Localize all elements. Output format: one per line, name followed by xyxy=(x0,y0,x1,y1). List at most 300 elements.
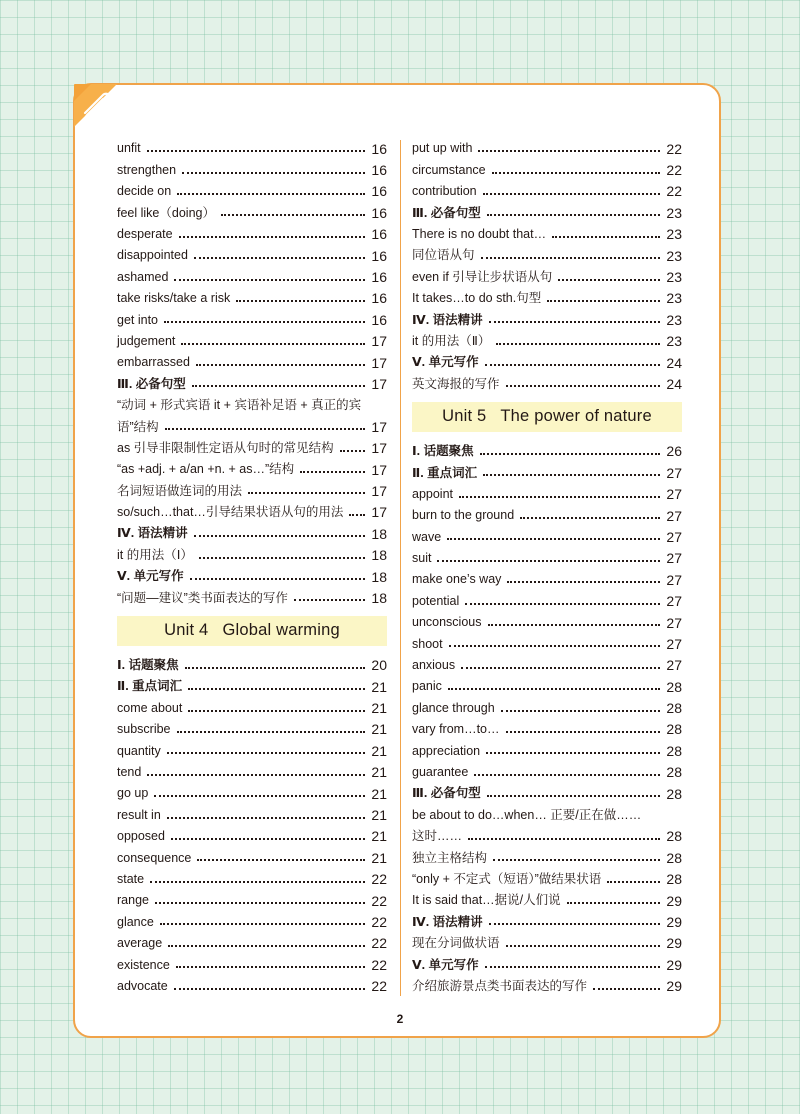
leader-dots xyxy=(150,880,365,883)
toc-entry-label: come about xyxy=(117,700,183,715)
toc-section-heading[interactable] xyxy=(117,373,387,394)
toc-entry-page: 27 xyxy=(666,571,682,588)
toc-entry[interactable] xyxy=(117,783,387,804)
toc-entry-label: It takes…to do sth.句型 xyxy=(412,291,542,306)
toc-entry-page: 28 xyxy=(666,828,682,845)
toc-entry-page: 18 xyxy=(371,525,387,542)
leader-dots xyxy=(506,944,660,947)
unit-title: Global warming xyxy=(222,621,340,640)
leader-dots xyxy=(194,534,365,537)
toc-entry[interactable] xyxy=(117,587,387,608)
toc-entry-label: go up xyxy=(117,786,149,801)
toc-entry[interactable] xyxy=(117,847,387,868)
toc-entry-label: subscribe xyxy=(117,722,171,737)
toc-entry-page: 28 xyxy=(666,785,682,802)
toc-entry-label: suit xyxy=(412,551,432,566)
toc-entry-page: 29 xyxy=(666,956,682,973)
toc-entry-label: 英文海报的写作 xyxy=(412,376,500,391)
leader-dots xyxy=(485,965,660,968)
toc-entry[interactable] xyxy=(412,224,682,245)
toc-entry-label: 名词短语做连词的用法 xyxy=(117,483,243,498)
toc-section-heading[interactable] xyxy=(117,566,387,587)
leader-dots xyxy=(487,794,660,797)
toc-entry-page: 24 xyxy=(666,375,682,392)
leader-dots xyxy=(192,384,365,387)
leader-dots xyxy=(155,901,365,904)
toc-entry-label: panic xyxy=(412,679,442,694)
toc-entry-page: 16 xyxy=(371,269,387,286)
toc-entry-label: Ⅴ. 单元写作 xyxy=(412,355,479,370)
leader-dots xyxy=(188,687,365,690)
toc-entry-page: 21 xyxy=(371,785,387,802)
toc-entry-page: 16 xyxy=(371,183,387,200)
leader-dots xyxy=(165,427,365,430)
toc-entry-page: 27 xyxy=(666,528,682,545)
toc-entry-label: glance xyxy=(117,914,154,929)
toc-entry-label: take risks/take a risk xyxy=(117,291,231,306)
leader-dots xyxy=(174,987,365,990)
toc-entry-page: 16 xyxy=(371,204,387,221)
toc-entry-page: 21 xyxy=(371,828,387,845)
toc-entry-page: 17 xyxy=(371,375,387,392)
toc-entry[interactable] xyxy=(117,719,387,740)
leader-dots xyxy=(486,751,660,754)
toc-entry-page: 16 xyxy=(371,140,387,157)
toc-entry-label: embarrassed xyxy=(117,355,190,370)
toc-entry[interactable] xyxy=(117,762,387,783)
toc-entry-label: circumstance xyxy=(412,162,486,177)
leader-dots xyxy=(182,171,365,174)
toc-entry-label: feel like（doing） xyxy=(117,205,215,220)
toc-entry-page: 24 xyxy=(666,354,682,371)
leader-dots xyxy=(506,384,660,387)
toc-entry-page: 22 xyxy=(371,892,387,909)
leader-dots xyxy=(177,192,365,195)
toc-right-column xyxy=(412,138,682,997)
toc-entry-page: 18 xyxy=(371,589,387,606)
leader-dots xyxy=(164,320,365,323)
toc-entry-page: 29 xyxy=(666,978,682,995)
leader-dots xyxy=(340,449,365,452)
toc-entry-label: “动词 + 形式宾语 it + 宾语补足语 + 真正的宾 xyxy=(117,398,362,413)
toc-entry[interactable] xyxy=(412,590,682,611)
leader-dots xyxy=(489,922,660,925)
toc-entry-page: 27 xyxy=(666,614,682,631)
toc-entry-label: 介绍旅游景点类书面表达的写作 xyxy=(412,978,588,993)
leader-dots xyxy=(248,491,365,494)
toc-entry-page: 29 xyxy=(666,913,682,930)
toc-entry-label: quantity xyxy=(117,743,161,758)
toc-entry-page: 17 xyxy=(371,354,387,371)
toc-entry-label: consequence xyxy=(117,850,192,865)
toc-entry-label: shoot xyxy=(412,636,443,651)
toc-long-entry[interactable] xyxy=(412,804,682,847)
leader-dots xyxy=(461,666,660,669)
toc-entry-page: 17 xyxy=(371,440,387,457)
toc-entry-page: 21 xyxy=(371,764,387,781)
toc-entry-label: contribution xyxy=(412,184,477,199)
leader-dots xyxy=(487,213,660,216)
toc-entry-page: 28 xyxy=(666,742,682,759)
leader-dots xyxy=(147,149,365,152)
leader-dots xyxy=(196,363,365,366)
toc-entry[interactable] xyxy=(117,869,387,890)
toc-entry[interactable] xyxy=(412,869,682,890)
toc-entry-label: 独立主格结构 xyxy=(412,850,488,865)
toc-entry-page: 17 xyxy=(371,482,387,499)
toc-entry-page: 16 xyxy=(371,162,387,179)
leader-dots xyxy=(154,794,365,797)
leader-dots xyxy=(483,192,660,195)
toc-entry-page: 27 xyxy=(666,550,682,567)
toc-section-heading[interactable] xyxy=(117,655,387,676)
toc-entry[interactable] xyxy=(117,309,387,330)
toc-entry-label: be about to do…when… 正要/正在做…… xyxy=(412,807,642,822)
toc-entry-label: appreciation xyxy=(412,743,481,758)
leader-dots xyxy=(465,602,660,605)
toc-entry[interactable] xyxy=(412,288,682,309)
toc-entry[interactable] xyxy=(117,890,387,911)
toc-entry-label: opposed xyxy=(117,829,165,844)
toc-entry[interactable] xyxy=(412,138,682,159)
toc-entry-label: average xyxy=(117,936,163,951)
toc-section-heading[interactable] xyxy=(412,911,682,932)
toc-entry-label: ashamed xyxy=(117,269,169,284)
leader-dots xyxy=(496,342,660,345)
leader-dots xyxy=(236,299,365,302)
toc-entry[interactable] xyxy=(117,502,387,523)
leader-dots xyxy=(501,709,660,712)
toc-entry-page: 21 xyxy=(371,721,387,738)
paperclip-icon xyxy=(73,83,135,145)
toc-entry-page: 23 xyxy=(666,311,682,328)
toc-entry-page: 23 xyxy=(666,204,682,221)
toc-entry[interactable] xyxy=(412,331,682,352)
toc-entry-page: 23 xyxy=(666,290,682,307)
toc-entry-label: Ⅳ. 语法精讲 xyxy=(117,526,188,541)
toc-section-heading[interactable] xyxy=(412,202,682,223)
leader-dots xyxy=(558,278,660,281)
toc-entry[interactable] xyxy=(412,159,682,180)
toc-entry[interactable] xyxy=(117,933,387,954)
toc-entry-label: decide on xyxy=(117,184,172,199)
toc-entry[interactable] xyxy=(117,911,387,932)
toc-entry[interactable] xyxy=(412,762,682,783)
toc-entry-label: state xyxy=(117,871,145,886)
toc-entry-label: make one’s way xyxy=(412,572,502,587)
toc-entry-page: 27 xyxy=(666,507,682,524)
toc-entry-label: Ⅱ. 重点词汇 xyxy=(412,465,478,480)
toc-entry-page: 21 xyxy=(371,849,387,866)
toc-entry-label: Ⅴ. 单元写作 xyxy=(117,569,184,584)
toc-entry[interactable] xyxy=(117,954,387,975)
leader-dots xyxy=(167,751,365,754)
leader-dots xyxy=(547,299,660,302)
toc-entry-label: 语”结构 xyxy=(117,419,159,434)
toc-entry-page: 27 xyxy=(666,464,682,481)
toc-section-heading[interactable] xyxy=(412,954,682,975)
toc-section-heading[interactable] xyxy=(117,676,387,697)
toc-entry[interactable] xyxy=(117,697,387,718)
toc-entry-page: 18 xyxy=(371,547,387,564)
leader-dots xyxy=(174,278,365,281)
leader-dots xyxy=(488,623,661,626)
toc-entry[interactable] xyxy=(117,740,387,761)
leader-dots xyxy=(300,470,365,473)
toc-entry[interactable] xyxy=(412,740,682,761)
toc-entry-label: Ⅲ. 必备句型 xyxy=(412,205,481,220)
toc-entry[interactable] xyxy=(117,826,387,847)
toc-entry[interactable] xyxy=(117,138,387,159)
toc-entry-page: 27 xyxy=(666,635,682,652)
leader-dots xyxy=(485,363,660,366)
toc-entry[interactable] xyxy=(117,331,387,352)
leader-dots xyxy=(160,922,365,925)
toc-entry-page: 28 xyxy=(666,700,682,717)
toc-entry-page: 27 xyxy=(666,593,682,610)
toc-entry-page: 16 xyxy=(371,290,387,307)
toc-entry-label: it 的用法（Ⅰ） xyxy=(117,547,193,562)
toc-left-column xyxy=(117,138,387,997)
toc-section-heading[interactable] xyxy=(412,783,682,804)
unit-4-banner xyxy=(117,616,387,646)
toc-entry-label: so/such…that…引导结果状语从句的用法 xyxy=(117,505,344,520)
leader-dots xyxy=(520,516,660,519)
toc-entry-page: 22 xyxy=(371,978,387,995)
leader-dots xyxy=(489,320,660,323)
toc-entry-page: 28 xyxy=(666,849,682,866)
toc-entry[interactable] xyxy=(412,483,682,504)
toc-entry-label: potential xyxy=(412,593,460,608)
leader-dots xyxy=(552,235,660,238)
leader-dots xyxy=(448,687,660,690)
leader-dots xyxy=(181,342,365,345)
toc-entry-page: 26 xyxy=(666,443,682,460)
toc-entry-page: 22 xyxy=(371,913,387,930)
toc-entry-page: 16 xyxy=(371,247,387,264)
toc-long-entry[interactable] xyxy=(117,395,387,438)
toc-entry[interactable] xyxy=(412,245,682,266)
leader-dots xyxy=(468,837,660,840)
toc-section-heading[interactable] xyxy=(412,462,682,483)
toc-entry[interactable] xyxy=(412,569,682,590)
toc-entry[interactable] xyxy=(117,975,387,996)
toc-entry-label: disappointed xyxy=(117,248,188,263)
toc-entry-label: appoint xyxy=(412,486,454,501)
toc-entry[interactable] xyxy=(412,505,682,526)
toc-section-heading[interactable] xyxy=(412,309,682,330)
toc-entry[interactable] xyxy=(412,655,682,676)
toc-entry-label: judgement xyxy=(117,333,176,348)
toc-entry-page: 22 xyxy=(371,956,387,973)
leader-dots xyxy=(190,577,365,580)
toc-entry-label: guarantee xyxy=(412,764,469,779)
leader-dots xyxy=(437,559,660,562)
toc-entry-page: 22 xyxy=(371,935,387,952)
toc-entry[interactable] xyxy=(412,847,682,868)
toc-entry-label: 这时…… xyxy=(412,829,463,844)
column-divider xyxy=(400,140,401,996)
toc-entry-page: 16 xyxy=(371,311,387,328)
unit-number: Unit 4 xyxy=(164,621,209,640)
leader-dots xyxy=(567,901,660,904)
toc-entry[interactable] xyxy=(117,266,387,287)
toc-entry-page: 21 xyxy=(371,807,387,824)
toc-entry-page: 20 xyxy=(371,657,387,674)
leader-dots xyxy=(185,666,365,669)
leader-dots xyxy=(147,773,365,776)
leader-dots xyxy=(478,149,660,152)
toc-entry-label: Ⅲ. 必备句型 xyxy=(117,376,186,391)
leader-dots xyxy=(199,556,365,559)
toc-entry-page: 27 xyxy=(666,657,682,674)
leader-dots xyxy=(493,858,660,861)
leader-dots xyxy=(194,256,365,259)
leader-dots xyxy=(197,858,365,861)
leader-dots xyxy=(481,256,660,259)
toc-entry-page: 28 xyxy=(666,721,682,738)
toc-entry-page: 28 xyxy=(666,871,682,888)
toc-section-heading[interactable] xyxy=(117,523,387,544)
toc-entry[interactable] xyxy=(117,804,387,825)
toc-entry[interactable] xyxy=(117,181,387,202)
toc-entry-page: 17 xyxy=(371,418,387,435)
toc-entry-label: burn to the ground xyxy=(412,508,515,523)
toc-section-heading[interactable] xyxy=(412,441,682,462)
toc-entry-label: strengthen xyxy=(117,162,177,177)
toc-entry-page: 16 xyxy=(371,226,387,243)
leader-dots xyxy=(459,495,660,498)
toc-entry[interactable] xyxy=(412,373,682,394)
toc-entry-label: put up with xyxy=(412,141,473,156)
toc-entry-page: 29 xyxy=(666,935,682,952)
toc-entry-page: 22 xyxy=(666,183,682,200)
toc-entry-label: get into xyxy=(117,312,159,327)
toc-entry-page: 18 xyxy=(371,568,387,585)
toc-entry-page: 21 xyxy=(371,678,387,695)
toc-entry-label: wave xyxy=(412,529,442,544)
leader-dots xyxy=(447,537,660,540)
leader-dots xyxy=(171,837,365,840)
toc-entry-page: 22 xyxy=(666,140,682,157)
toc-entry-label: “only + 不定式（短语）”做结果状语 xyxy=(412,871,602,886)
toc-entry-label: “as +adj. + a/an +n. + as…”结构 xyxy=(117,462,295,477)
toc-entry-page: 21 xyxy=(371,700,387,717)
toc-entry-page: 23 xyxy=(666,269,682,286)
toc-entry[interactable] xyxy=(117,352,387,373)
toc-entry-page: 17 xyxy=(371,504,387,521)
toc-entry-label: 同位语从句 xyxy=(412,248,475,263)
toc-entry-label: It is said that…据说/人们说 xyxy=(412,893,561,908)
toc-entry-label: it 的用法（Ⅱ） xyxy=(412,333,491,348)
toc-entry[interactable] xyxy=(412,181,682,202)
leader-dots xyxy=(480,452,660,455)
toc-entry-label: Ⅰ. 话题聚焦 xyxy=(117,658,179,673)
toc-entry-label: Ⅳ. 语法精讲 xyxy=(412,914,483,929)
toc-entry[interactable] xyxy=(412,719,682,740)
toc-entry-label: result in xyxy=(117,807,161,822)
leader-dots xyxy=(474,773,660,776)
toc-entry-label: glance through xyxy=(412,700,495,715)
leader-dots xyxy=(176,965,365,968)
toc-entry[interactable] xyxy=(117,437,387,458)
toc-entry-page: 22 xyxy=(371,871,387,888)
toc-entry-label: Ⅳ. 语法精讲 xyxy=(412,312,483,327)
toc-entry-label: advocate xyxy=(117,978,168,993)
toc-entry[interactable] xyxy=(412,975,682,996)
toc-entry-page: 29 xyxy=(666,892,682,909)
toc-entry[interactable] xyxy=(412,526,682,547)
leader-dots xyxy=(349,513,365,516)
toc-entry[interactable] xyxy=(412,933,682,954)
toc-entry[interactable] xyxy=(412,633,682,654)
toc-entry-label: Ⅱ. 重点词汇 xyxy=(117,679,183,694)
leader-dots xyxy=(492,171,660,174)
toc-entry[interactable] xyxy=(117,224,387,245)
unit-title: The power of nature xyxy=(500,407,652,426)
toc-entry-label: desperate xyxy=(117,227,173,241)
toc-entry[interactable] xyxy=(117,202,387,223)
toc-entry-label: unconscious xyxy=(412,615,482,630)
toc-entry-label: vary from…to… xyxy=(412,722,500,737)
toc-entry[interactable] xyxy=(412,890,682,911)
toc-entry[interactable] xyxy=(117,480,387,501)
toc-entry-label: existence xyxy=(117,957,170,972)
toc-entry-page: 22 xyxy=(666,162,682,179)
toc-entry-label: tend xyxy=(117,764,142,779)
toc-section-heading[interactable] xyxy=(412,352,682,373)
toc-entry-label: “问题—建议”类书面表达的写作 xyxy=(117,590,288,605)
toc-entry-page: 28 xyxy=(666,764,682,781)
toc-entry[interactable] xyxy=(117,288,387,309)
leader-dots xyxy=(607,880,660,883)
toc-entry-page: 23 xyxy=(666,247,682,264)
toc-entry[interactable] xyxy=(117,159,387,180)
toc-entry[interactable] xyxy=(412,676,682,697)
leader-dots xyxy=(177,730,366,733)
toc-entry-page: 23 xyxy=(666,226,682,243)
toc-entry[interactable] xyxy=(412,548,682,569)
leader-dots xyxy=(593,987,660,990)
unit-number: Unit 5 xyxy=(442,407,487,426)
leader-dots xyxy=(507,580,660,583)
leader-dots xyxy=(483,473,660,476)
leader-dots xyxy=(506,730,660,733)
unit-5-banner xyxy=(412,402,682,432)
leader-dots xyxy=(168,944,365,947)
leader-dots xyxy=(167,816,365,819)
toc-entry-label: There is no doubt that… xyxy=(412,227,547,241)
toc-entry[interactable] xyxy=(117,245,387,266)
page-number: 2 xyxy=(396,1012,404,1026)
toc-entry-label: Ⅴ. 单元写作 xyxy=(412,957,479,972)
leader-dots xyxy=(188,709,365,712)
toc-entry-page: 17 xyxy=(371,333,387,350)
toc-entry[interactable] xyxy=(412,266,682,287)
toc-entry[interactable] xyxy=(412,697,682,718)
toc-entry-page: 21 xyxy=(371,742,387,759)
toc-entry[interactable] xyxy=(117,459,387,480)
toc-entry-page: 27 xyxy=(666,486,682,503)
toc-entry[interactable] xyxy=(117,544,387,565)
toc-entry-label: range xyxy=(117,893,149,908)
toc-entry-label: 现在分词做状语 xyxy=(412,936,500,951)
toc-entry-label: unfit xyxy=(117,141,141,156)
toc-entry-label: as 引导非限制性定语从句时的常见结构 xyxy=(117,440,334,455)
toc-entry-page: 17 xyxy=(371,461,387,478)
toc-entry[interactable] xyxy=(412,612,682,633)
toc-entry-page: 23 xyxy=(666,333,682,350)
